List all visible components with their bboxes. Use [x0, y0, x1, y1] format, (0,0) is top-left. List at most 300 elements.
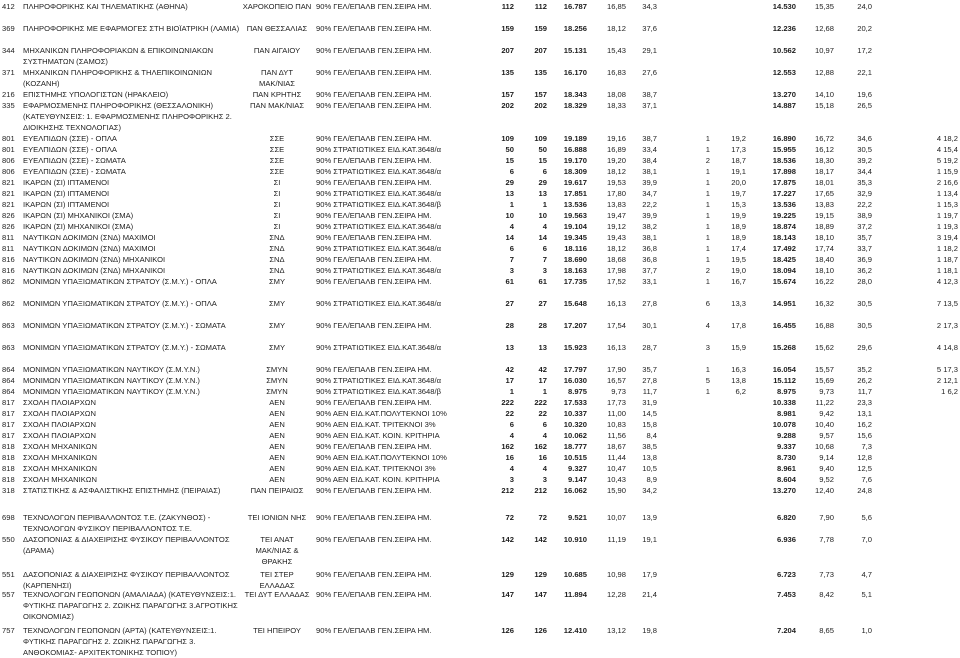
cell-dept-name: ΠΛΗΡΟΦΟΡΙΚΗΣ ΜΕ ΕΦΑΡΜΟΓΕΣ ΣΤΗ ΒΙΟΪΑΤΡΙΚΗ (ΛΑΜΙΑ) [23, 24, 240, 33]
cell-score-avg: 18,08 [606, 90, 626, 99]
table-row [0, 177, 960, 188]
cell-second-avg: 14,10 [814, 90, 834, 99]
table-row [0, 430, 960, 441]
cell-dept-code: 818 [2, 464, 15, 473]
table-row [0, 342, 960, 353]
cell-second-pct: 37,2 [857, 222, 872, 231]
cell-institution: ΑΕΝ [269, 420, 285, 429]
cell-second-base-score: 17.898 [772, 167, 796, 176]
cell-dept-name: ΕΦΑΡΜΟΣΜΕΝΗΣ ΠΛΗΡΟΦΟΡΙΚΗΣ (ΘΕΣΣΑΛΟΝΙΚΗ) [23, 101, 214, 110]
cell-dept-code: 821 [2, 178, 15, 187]
cell-dept-name: ΙΚΑΡΩΝ (ΣΙ) ΙΠΤΑΜΕΝΟΙ [23, 178, 110, 187]
cell-dept-name: ΝΑΥΤΙΚΩΝ ΔΟΚΙΜΩΝ (ΣΝΔ) ΜΗΧΑΝΙΚΟΙ [23, 266, 166, 275]
cell-second-avg: 10,68 [814, 442, 834, 451]
cell-second-pct: 34,4 [857, 167, 872, 176]
cell-score-avg: 12,28 [606, 590, 626, 599]
cell-base-score: 18.163 [563, 266, 587, 275]
cell-base-score: 18.116 [564, 244, 587, 253]
cell-score-pct: 8,9 [646, 475, 657, 484]
cell-institution: ΑΕΝ [269, 398, 285, 407]
cell-score-avg: 17,73 [606, 398, 626, 407]
cell-admission-category: 90% ΓΕΛ/ΕΠΑΛΒ ΓΕΝ.ΣΕΙΡΑ ΗΜ. [316, 90, 432, 99]
cell-score-pct: 13,9 [642, 513, 657, 522]
cell-dept-name: ΣΧΟΛΗ ΜΗΧΑΝΙΚΩΝ [23, 453, 97, 462]
cell-score-pct: 39,9 [642, 211, 657, 220]
cell-admission-category: 90% ΑΕΝ ΕΙΔ.ΚΑΤ. ΤΡΙΤΕΚΝΟΙ 3% [316, 464, 436, 473]
cell-dept-code: 801 [2, 134, 15, 143]
cell-score-pct: 14,5 [642, 409, 657, 418]
cell-second-base-score: 10.338 [772, 398, 796, 407]
cell-dept-name: ΣΧΟΛΗ ΠΛΟΙΑΡΧΩΝ [23, 431, 96, 440]
cell-places: 4 [509, 431, 514, 440]
cell-second-pct: 32,9 [857, 189, 872, 198]
cell-second-avg: 13,83 [814, 200, 834, 209]
cell-score-pct: 13,8 [642, 453, 657, 462]
cell-entrants: 6 [542, 167, 547, 176]
cell-second-base-score: 7.453 [776, 590, 796, 599]
cell-places: 13 [505, 343, 514, 352]
dept-name-line-2: (ΚΑΡΠΕΝΗΣΙ) [23, 581, 72, 590]
table-row [0, 364, 960, 375]
table-row [0, 474, 960, 485]
cell-dept-name: ΤΕΧΝΟΛΟΓΩΝ ΓΕΩΠΟΝΩΝ (ΑΜΑΛΙΑΔΑ) (ΚΑΤΕΥΘΥΝΣΕΙΣ:1. [23, 590, 237, 599]
cell-base-score: 13.536 [563, 200, 587, 209]
cell-score-avg: 18,67 [606, 442, 626, 451]
cell-second-base-score: 13.536 [772, 200, 796, 209]
cell-rank-count: 1 [705, 167, 710, 176]
cell-rank-score: 19,7 [731, 189, 746, 198]
cell-second-base-score: 14.530 [772, 2, 796, 11]
cell-admission-category: 90% ΓΕΛ/ΕΠΑΛΒ ΓΕΝ.ΣΕΙΡΑ ΗΜ. [316, 486, 432, 495]
cell-score-avg: 18,68 [606, 255, 626, 264]
cell-second-avg: 8,42 [819, 590, 834, 599]
cell-institution: ΤΕΙ ΣΤΕΡ [260, 570, 294, 579]
cell-dept-name: ΣΧΟΛΗ ΜΗΧΑΝΙΚΩΝ [23, 475, 97, 484]
cell-entrants: 126 [534, 626, 547, 635]
cell-second-avg: 19,15 [814, 211, 834, 220]
cell-second-avg: 16,72 [814, 134, 834, 143]
table-row [0, 441, 960, 452]
cell-places: 6 [509, 244, 514, 253]
cell-second-pct: 23,3 [857, 398, 872, 407]
cell-second-avg: 16,12 [814, 145, 834, 154]
cell-second-base-score: 16.455 [772, 321, 796, 330]
cell-institution: ΣΙ [273, 222, 281, 231]
cell-places: 3 [509, 266, 514, 275]
cell-second-base-score: 14.951 [772, 299, 796, 308]
cell-admission-category: 90% ΑΕΝ ΕΙΔ.ΚΑΤ.ΠΟΛΥΤΕΚΝΟΙ 10% [316, 453, 447, 462]
cell-places: 22 [505, 409, 514, 418]
cell-entrants: 212 [534, 486, 547, 495]
cell-score-pct: 27,8 [642, 376, 657, 385]
cell-second-pct: 33,7 [857, 244, 872, 253]
cell-dept-name: ΝΑΥΤΙΚΩΝ ΔΟΚΙΜΩΝ (ΣΝΔ) ΜΑΧΙΜΟΙ [23, 244, 156, 253]
cell-admission-category: 90% ΣΤΡΑΤΙΩΤΙΚΕΣ ΕΙΔ.ΚΑΤ.3648/α [316, 343, 441, 352]
dept-name-line-2: ΦΥΤΙΚΗΣ ΠΑΡΑΓΩΓΗΣ 2. ΖΩΙΚΗΣ ΠΑΡΑΓΩΓΗΣ 3. [23, 637, 196, 646]
cell-second-rank: 1 18,7 [936, 255, 958, 264]
table-row [0, 155, 960, 166]
table-row [0, 265, 960, 276]
cell-dept-name: ΣΧΟΛΗ ΠΛΟΙΑΡΧΩΝ [23, 398, 96, 407]
cell-entrants: 27 [538, 299, 547, 308]
cell-base-score: 19.563 [563, 211, 587, 220]
table-row [0, 463, 960, 474]
cell-second-rank: 1 13,4 [936, 189, 958, 198]
cell-places: 142 [501, 535, 514, 544]
cell-institution: ΑΕΝ [269, 453, 285, 462]
cell-institution: ΤΕΙ ΔΥΤ ΕΛΛΑΔΑΣ [244, 590, 310, 599]
cell-second-base-score: 18.143 [772, 233, 796, 242]
cell-admission-category: 90% ΣΤΡΑΤΙΩΤΙΚΕΣ ΕΙΔ.ΚΑΤ.3648/α [316, 189, 441, 198]
cell-score-avg: 11,44 [607, 453, 626, 462]
cell-places: 6 [509, 167, 514, 176]
cell-rank-score: 17,8 [731, 321, 746, 330]
table-row [0, 100, 960, 111]
cell-score-pct: 39,9 [642, 178, 657, 187]
institution-line-2: ΕΛΛΑΔΑΣ [259, 581, 295, 590]
cell-admission-category: 90% ΣΤΡΑΤΙΩΤΙΚΕΣ ΕΙΔ.ΚΑΤ.3648/α [316, 145, 441, 154]
institution-line-3: ΘΡΑΚΗΣ [261, 557, 293, 566]
cell-places: 72 [505, 513, 514, 522]
cell-admission-category: 90% ΑΕΝ ΕΙΔ.ΚΑΤ.ΠΟΛΥΤΕΚΝΟΙ 10% [316, 409, 447, 418]
cell-institution: ΣΜΥΝ [266, 365, 288, 374]
cell-score-avg: 11,19 [607, 535, 626, 544]
cell-second-avg: 10,40 [814, 420, 834, 429]
cell-institution: ΑΕΝ [269, 464, 285, 473]
cell-second-base-score: 13.270 [772, 486, 796, 495]
cell-second-base-score: 17.227 [772, 189, 796, 198]
cell-dept-code: 557 [2, 590, 15, 599]
cell-dept-name: ΙΚΑΡΩΝ (ΣΙ) ΜΗΧΑΝΙΚΟΙ (ΣΜΑ) [23, 222, 134, 231]
cell-entrants: 1 [542, 200, 547, 209]
cell-second-pct: 12,5 [857, 464, 872, 473]
cell-dept-name: ΜΟΝΙΜΩΝ ΥΠΑΞΙΩΜΑΤΙΚΩΝ ΝΑΥΤΙΚΟΥ (Σ.Μ.Υ.Ν.) [23, 365, 200, 374]
cell-rank-count: 1 [705, 145, 710, 154]
cell-dept-name: ΜΟΝΙΜΩΝ ΥΠΑΞΙΩΜΑΤΙΚΩΝ ΣΤΡΑΤΟΥ (Σ.Μ.Υ.) - ΟΠΛΑ [23, 277, 217, 286]
table-row [0, 485, 960, 496]
cell-second-base-score: 15.268 [772, 343, 796, 352]
cell-entrants: 50 [538, 145, 547, 154]
cell-entrants: 157 [534, 90, 547, 99]
cell-second-base-score: 10.562 [772, 46, 796, 55]
table-row [0, 133, 960, 144]
cell-entrants: 6 [542, 420, 547, 429]
cell-entrants: 61 [538, 277, 547, 286]
cell-second-avg: 15,18 [814, 101, 834, 110]
cell-admission-category: 90% ΓΕΛ/ΕΠΑΛΒ ΓΕΝ.ΣΕΙΡΑ ΗΜ. [316, 442, 432, 451]
cell-institution: ΣΣΕ [269, 167, 285, 176]
cell-base-score: 10.337 [563, 409, 587, 418]
cell-entrants: 4 [542, 431, 547, 440]
cell-base-score: 9.147 [567, 475, 587, 484]
cell-second-rank: 1 6,2 [941, 387, 958, 396]
cell-entrants: 10 [538, 211, 547, 220]
cell-second-pct: 15,6 [857, 431, 872, 440]
cell-second-rank: 3 19,4 [936, 233, 958, 242]
cell-institution: ΣΝΔ [269, 255, 285, 264]
cell-score-avg: 15,90 [606, 486, 626, 495]
dept-name-line-2: ΣΥΣΤΗΜΑΤΩΝ (ΣΑΜΟΣ) [23, 57, 108, 66]
cell-second-base-score: 17.875 [772, 178, 796, 187]
cell-second-avg: 17,65 [814, 189, 834, 198]
cell-base-score: 18.343 [563, 90, 587, 99]
dept-name-line-3: ΑΝΘΟΚΟΜΙΑΣ- ΑΡΧΙΤΕΚΤΟΝΙΚΗΣ ΤΟΠΙΟΥ) [23, 648, 178, 657]
cell-second-pct: 29,6 [857, 343, 872, 352]
cell-places: 6 [509, 420, 514, 429]
cell-places: 159 [501, 24, 514, 33]
cell-score-pct: 35,7 [642, 365, 657, 374]
cell-second-avg: 17,74 [814, 244, 834, 253]
dept-name-line-2: (ΚΑΤΕΥΘΥΝΣΕΙΣ: 1. ΕΦΑΡΜΟΣΜΕΝΗΣ ΠΛΗΡΟΦΟΡΙΚΗΣ 2. [23, 112, 232, 121]
cell-entrants: 4 [542, 464, 547, 473]
cell-base-score: 17.533 [563, 398, 587, 407]
cell-admission-category: 90% ΓΕΛ/ΕΠΑΛΒ ΓΕΝ.ΣΕΙΡΑ ΗΜ. [316, 178, 432, 187]
cell-dept-code: 864 [2, 376, 15, 385]
cell-second-avg: 18,30 [814, 156, 834, 165]
cell-places: 1 [509, 200, 514, 209]
table-row [0, 569, 960, 580]
cell-rank-count: 1 [705, 244, 710, 253]
cell-second-pct: 30,5 [857, 299, 872, 308]
cell-second-rank: 4 12,3 [936, 277, 958, 286]
cell-score-pct: 38,1 [642, 167, 657, 176]
cell-second-avg: 15,57 [814, 365, 834, 374]
cell-admission-category: 90% ΓΕΛ/ΕΠΑΛΒ ΓΕΝ.ΣΕΙΡΑ ΗΜ. [316, 626, 432, 635]
cell-second-base-score: 10.078 [772, 420, 796, 429]
cell-base-score: 19.104 [563, 222, 587, 231]
cell-dept-name: ΤΕΧΝΟΛΟΓΩΝ ΓΕΩΠΟΝΩΝ (ΑΡΤΑ) (ΚΑΤΕΥΘΥΝΣΕΙΣ:1. [23, 626, 217, 635]
cell-score-pct: 27,6 [642, 68, 657, 77]
table-row [0, 188, 960, 199]
cell-score-pct: 19,1 [642, 535, 657, 544]
cell-second-avg: 18,10 [814, 266, 834, 275]
cell-places: 50 [505, 145, 514, 154]
cell-second-avg: 16,22 [814, 277, 834, 286]
cell-places: 4 [509, 464, 514, 473]
cell-base-score: 10.910 [563, 535, 587, 544]
cell-second-pct: 7,3 [861, 442, 872, 451]
cell-second-base-score: 6.723 [776, 570, 796, 579]
cell-admission-category: 90% ΑΕΝ ΕΙΔ.ΚΑΤ. ΤΡΙΤΕΚΝΟΙ 3% [316, 420, 436, 429]
cell-second-avg: 9,57 [819, 431, 834, 440]
cell-institution: ΣΜΥΝ [266, 387, 288, 396]
cell-places: 4 [509, 222, 514, 231]
table-row [0, 589, 960, 600]
table-row [0, 210, 960, 221]
cell-dept-code: 818 [2, 442, 15, 451]
cell-score-avg: 19,20 [606, 156, 626, 165]
cell-rank-score: 19,0 [731, 266, 746, 275]
cell-second-pct: 1,0 [861, 626, 872, 635]
cell-institution: ΠΑΝ ΑΙΓΑΙΟΥ [253, 46, 301, 55]
cell-second-pct: 20,2 [857, 24, 872, 33]
cell-score-avg: 17,98 [606, 266, 626, 275]
cell-dept-name: ΜΟΝΙΜΩΝ ΥΠΑΞΙΩΜΑΤΙΚΩΝ ΣΤΡΑΤΟΥ (Σ.Μ.Υ.) - ΟΠΛΑ [23, 299, 217, 308]
cell-second-avg: 12,40 [814, 486, 834, 495]
cell-institution: ΣΜΥΝ [266, 376, 288, 385]
dept-name-line-2: ΤΕΧΝΟΛΟΓΩΝ ΦΥΣΙΚΟΥ ΠΕΡΙΒΑΛΛΟΝΤΟΣ Τ.Ε. [23, 524, 192, 533]
table-row [0, 166, 960, 177]
cell-rank-count: 2 [705, 266, 710, 275]
cell-dept-name: ΣΤΑΤΙΣΤΙΚΗΣ & ΑΣΦΑΛΙΣΤΙΚΗΣ ΕΠΙΣΤΗΜΗΣ (ΠΕΙΡΑΙΑΣ) [23, 486, 221, 495]
cell-base-score: 16.170 [563, 68, 587, 77]
cell-admission-category: 90% ΓΕΛ/ΕΠΑΛΒ ΓΕΝ.ΣΕΙΡΑ ΗΜ. [316, 2, 432, 11]
cell-second-rank: 1 19,3 [936, 222, 958, 231]
cell-second-avg: 7,90 [819, 513, 834, 522]
cell-score-pct: 19,8 [642, 626, 657, 635]
cell-score-pct: 38,7 [642, 134, 657, 143]
cell-second-avg: 15,69 [814, 376, 834, 385]
cell-second-pct: 5,6 [861, 513, 872, 522]
cell-admission-category: 90% ΓΕΛ/ΕΠΑΛΒ ΓΕΝ.ΣΕΙΡΑ ΗΜ. [316, 101, 432, 110]
cell-score-avg: 13,12 [606, 626, 626, 635]
cell-rank-score: 16,3 [731, 365, 746, 374]
cell-dept-name: ΜΟΝΙΜΩΝ ΥΠΑΞΙΩΜΑΤΙΚΩΝ ΝΑΥΤΙΚΟΥ (Σ.Μ.Υ.Ν.) [23, 376, 200, 385]
cell-score-avg: 16,57 [606, 376, 626, 385]
cell-second-avg: 7,78 [819, 535, 834, 544]
cell-places: 42 [505, 365, 514, 374]
cell-admission-category: 90% ΓΕΛ/ΕΠΑΛΒ ΓΕΝ.ΣΕΙΡΑ ΗΜ. [316, 134, 432, 143]
cell-second-avg: 9,40 [819, 464, 834, 473]
cell-entrants: 112 [534, 2, 547, 11]
cell-score-pct: 28,7 [642, 343, 657, 352]
cell-second-pct: 19,6 [857, 90, 872, 99]
cell-entrants: 14 [538, 233, 547, 242]
cell-institution: ΑΕΝ [269, 475, 285, 484]
cell-institution: ΣΙ [273, 178, 281, 187]
cell-entrants: 72 [538, 513, 547, 522]
cell-score-pct: 37,1 [642, 101, 657, 110]
cell-score-avg: 18,12 [606, 244, 626, 253]
cell-entrants: 162 [534, 442, 547, 451]
cell-admission-category: 90% ΓΕΛ/ΕΠΑΛΒ ΓΕΝ.ΣΕΙΡΑ ΗΜ. [316, 156, 432, 165]
cell-second-rank: 7 13,5 [936, 299, 958, 308]
cell-score-avg: 16,89 [606, 145, 626, 154]
cell-dept-code: 806 [2, 156, 15, 165]
cell-score-avg: 10,43 [606, 475, 626, 484]
cell-rank-score: 13,8 [731, 376, 746, 385]
cell-base-score: 19.345 [563, 233, 587, 242]
cell-score-avg: 16,85 [606, 2, 626, 11]
cell-score-avg: 19,43 [606, 233, 626, 242]
cell-institution: ΣΜΥ [268, 343, 286, 352]
cell-second-avg: 12,68 [814, 24, 834, 33]
cell-second-base-score: 6.820 [776, 513, 796, 522]
cell-rank-count: 1 [705, 211, 710, 220]
cell-base-score: 18.690 [563, 255, 587, 264]
cell-second-rank: 2 16,6 [936, 178, 958, 187]
cell-second-base-score: 8.604 [776, 475, 796, 484]
cell-score-pct: 38,1 [642, 233, 657, 242]
cell-institution: ΠΑΝ ΜΑΚ/ΝΙΑΣ [249, 101, 305, 110]
cell-score-avg: 10,83 [606, 420, 626, 429]
cell-rank-score: 18,9 [731, 222, 746, 231]
cell-score-avg: 16,13 [606, 343, 626, 352]
table-row [0, 320, 960, 331]
cell-admission-category: 90% ΣΤΡΑΤΙΩΤΙΚΕΣ ΕΙΔ.ΚΑΤ.3648/α [316, 222, 441, 231]
cell-score-pct: 22,2 [642, 200, 657, 209]
cell-second-pct: 26,2 [857, 376, 872, 385]
cell-dept-name: ΝΑΥΤΙΚΩΝ ΔΟΚΙΜΩΝ (ΣΝΔ) ΜΗΧΑΝΙΚΟΙ [23, 255, 166, 264]
cell-base-score: 16.030 [563, 376, 587, 385]
cell-entrants: 3 [542, 475, 547, 484]
cell-second-rank: 5 17,3 [936, 365, 958, 374]
cell-base-score: 15.923 [563, 343, 587, 352]
cell-places: 16 [505, 453, 514, 462]
cell-rank-count: 1 [705, 222, 710, 231]
cell-second-rank: 2 12,1 [936, 376, 958, 385]
cell-second-pct: 7,6 [861, 475, 872, 484]
cell-dept-code: 550 [2, 535, 15, 544]
cell-base-score: 18.309 [563, 167, 587, 176]
table-row [0, 386, 960, 397]
cell-score-pct: 27,8 [642, 299, 657, 308]
cell-base-score: 17.207 [563, 321, 587, 330]
cell-second-pct: 35,2 [857, 365, 872, 374]
cell-second-avg: 15,62 [814, 343, 834, 352]
cell-second-avg: 18,01 [814, 178, 834, 187]
cell-second-avg: 10,97 [814, 46, 834, 55]
cell-score-pct: 11,7 [642, 387, 657, 396]
cell-second-avg: 8,65 [819, 626, 834, 635]
cell-entrants: 207 [534, 46, 547, 55]
cell-institution: ΣΜΥ [268, 277, 286, 286]
cell-second-pct: 34,6 [857, 134, 872, 143]
cell-rank-score: 15,3 [731, 200, 746, 209]
cell-base-score: 16.888 [563, 145, 587, 154]
cell-base-score: 17.797 [563, 365, 587, 374]
cell-score-pct: 30,1 [642, 321, 657, 330]
cell-score-avg: 17,90 [606, 365, 626, 374]
cell-dept-name: ΙΚΑΡΩΝ (ΣΙ) ΙΠΤΑΜΕΝΟΙ [23, 189, 110, 198]
cell-admission-category: 90% ΓΕΛ/ΕΠΑΛΒ ΓΕΝ.ΣΕΙΡΑ ΗΜ. [316, 68, 432, 77]
cell-score-pct: 34,3 [642, 2, 657, 11]
cell-score-avg: 19,12 [606, 222, 626, 231]
cell-second-base-score: 8.981 [776, 409, 796, 418]
cell-dept-code: 821 [2, 189, 15, 198]
cell-base-score: 16.062 [563, 486, 587, 495]
cell-score-avg: 15,43 [606, 46, 626, 55]
cell-second-rank: 1 19,7 [936, 211, 958, 220]
cell-institution: ΤΕΙ ΗΠΕΙΡΟΥ [253, 626, 301, 635]
cell-score-pct: 15,8 [642, 420, 657, 429]
cell-dept-code: 864 [2, 365, 15, 374]
cell-places: 17 [505, 376, 514, 385]
cell-base-score: 18.256 [563, 24, 587, 33]
cell-institution: ΣΝΔ [269, 244, 285, 253]
cell-base-score: 19.189 [563, 134, 587, 143]
table-row [0, 254, 960, 265]
cell-institution: ΣΣΕ [269, 156, 285, 165]
dept-name-line-3: ΔΙΟΙΚΗΣΗΣ ΤΕΧΝΟΛΟΓΙΑΣ) [23, 123, 122, 132]
table-row [0, 397, 960, 408]
cell-second-base-score: 6.936 [776, 535, 796, 544]
cell-score-pct: 38,5 [642, 442, 657, 451]
cell-dept-name: ΜΗΧΑΝΙΚΩΝ ΠΛΗΡΟΦΟΡΙΑΚΩΝ & ΕΠΙΚΟΙΝΩΝΙΑΚΩΝ [23, 46, 214, 55]
cell-entrants: 6 [542, 244, 547, 253]
cell-institution: ΠΑΝ ΔΥΤ [261, 68, 293, 77]
cell-score-avg: 17,80 [606, 189, 626, 198]
cell-second-pct: 35,3 [857, 178, 872, 187]
cell-second-pct: 35,7 [857, 233, 872, 242]
table-row [0, 408, 960, 419]
cell-dept-name: ΕΥΕΛΠΙΔΩΝ (ΣΣΕ) - ΟΠΛΑ [23, 134, 117, 143]
cell-rank-score: 16,7 [731, 277, 746, 286]
cell-score-avg: 17,52 [606, 277, 626, 286]
cell-score-avg: 11,00 [607, 409, 626, 418]
cell-places: 129 [501, 570, 514, 579]
cell-second-base-score: 18.874 [772, 222, 796, 231]
